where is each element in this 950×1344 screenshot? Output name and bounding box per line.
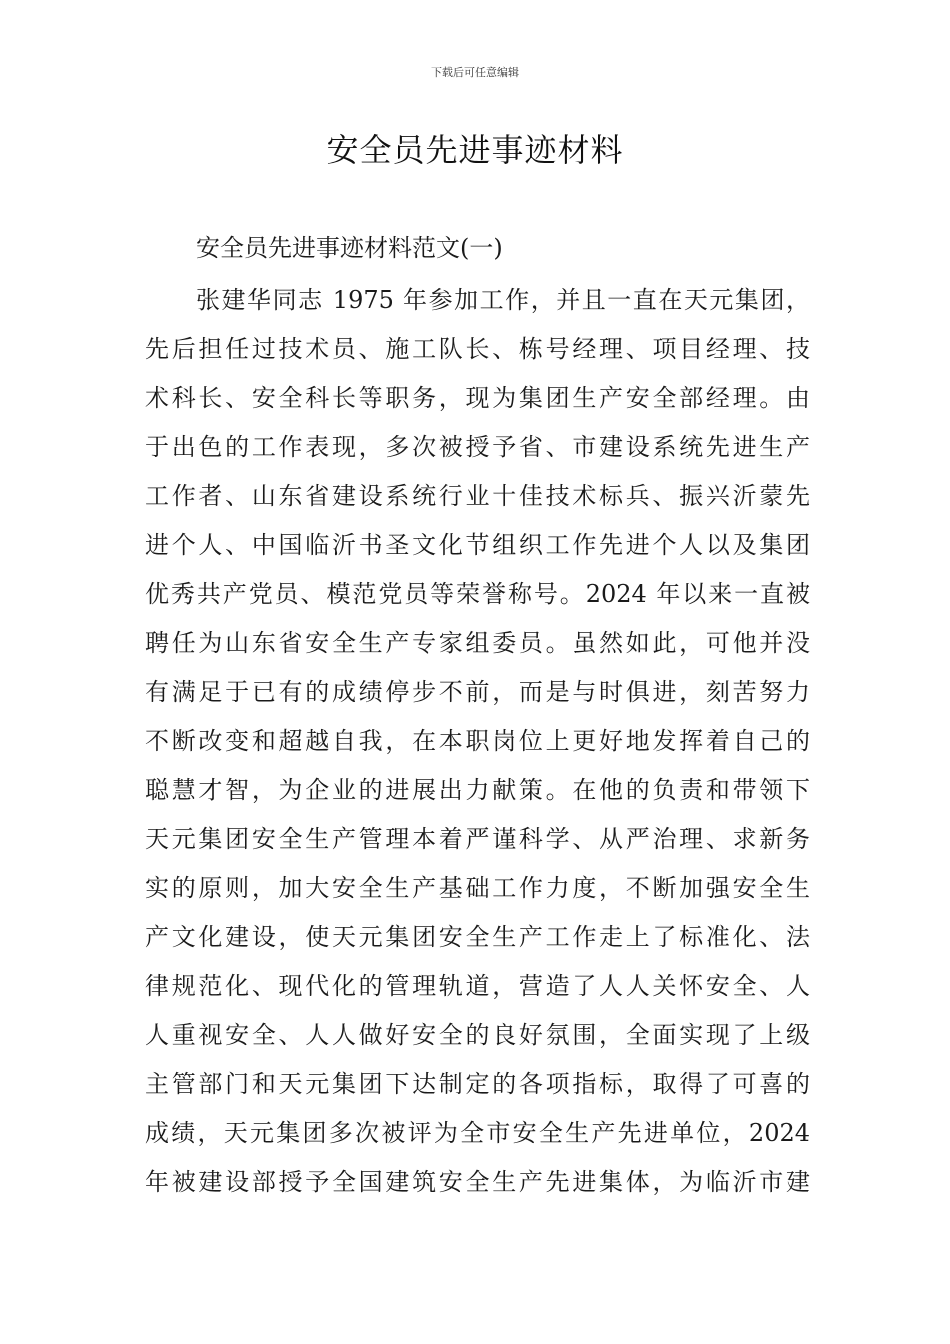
paragraph-line: 张建华同志 1975 年参加工作，并且一直在天元集团， (196, 286, 810, 314)
paragraph-line: 于出色的工作表现，多次被授予省、市建设系统先进生产 (145, 433, 810, 461)
paragraph-line: 成绩，天元集团多次被评为全市安全生产先进单位，2024 (145, 1119, 810, 1147)
paragraph-line: 实的原则，加大安全生产基础工作力度，不断加强安全生 (145, 874, 810, 902)
paragraph-line: 工作者、山东省建设系统行业十佳技术标兵、振兴沂蒙先 (145, 482, 810, 510)
paragraph-line: 聪慧才智，为企业的进展出力献策。在他的负责和带领下 (145, 776, 810, 804)
paragraph-line: 天元集团安全生产管理本着严谨科学、从严治理、求新务 (145, 825, 810, 853)
body-paragraph (145, 276, 810, 1207)
paragraph-line: 优秀共产党员、模范党员等荣誉称号。2024 年以来一直被 (145, 580, 810, 608)
paragraph-line: 人重视安全、人人做好安全的良好氛围，全面实现了上级 (145, 1021, 810, 1049)
paragraph-line: 有满足于已有的成绩停步不前，而是与时俱进，刻苦努力 (145, 678, 810, 706)
paragraph-line: 进个人、中国临沂书圣文化节组织工作先进个人以及集团 (145, 531, 810, 559)
paragraph-line: 主管部门和天元集团下达制定的各项指标，取得了可喜的 (145, 1070, 810, 1098)
paragraph-line: 术科长、安全科长等职务，现为集团生产安全部经理。由 (145, 384, 810, 412)
section-subtitle: 安全员先进事迹材料范文(一) (196, 234, 503, 262)
page-header-note: 下载后可任意编辑 (431, 66, 519, 79)
paragraph-line: 不断改变和超越自我，在本职岗位上更好地发挥着自己的 (145, 727, 810, 755)
paragraph-line: 年被建设部授予全国建筑安全生产先进集体，为临沂市建 (145, 1168, 810, 1196)
paragraph-line: 聘任为山东省安全生产专家组委员。虽然如此，可他并没 (145, 629, 810, 657)
paragraph-line: 律规范化、现代化的管理轨道，营造了人人关怀安全、人 (145, 972, 810, 1000)
paragraph-line: 先后担任过技术员、施工队长、栋号经理、项目经理、技 (145, 335, 810, 363)
document-title: 安全员先进事迹材料 (326, 131, 624, 169)
paragraph-line: 产文化建设，使天元集团安全生产工作走上了标准化、法 (145, 923, 810, 951)
